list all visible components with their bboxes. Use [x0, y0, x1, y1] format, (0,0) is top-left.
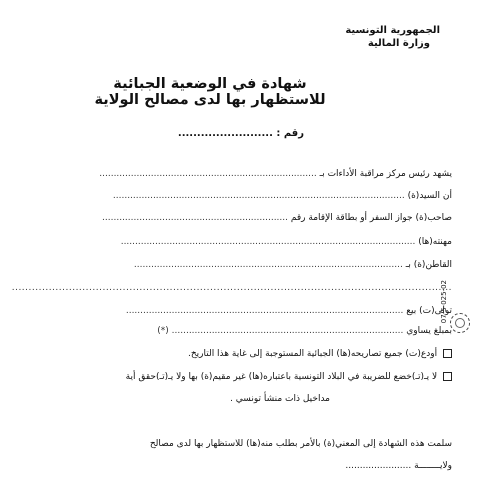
stamp-icon: [450, 313, 470, 333]
certificate-number: رقم : .........................: [177, 128, 304, 139]
field-blank[interactable]: ..............................................................................................: [133, 260, 403, 270]
field-label: يشهد رئيس مركز مراقبة الأداءات بـ: [319, 169, 452, 179]
field-label: أن السيد(ة): [407, 191, 452, 201]
field-blank[interactable]: ......................................................................................................: [112, 191, 405, 201]
non-resident-option[interactable]: [126, 371, 452, 383]
field-blank[interactable]: ...................................................................................................................................: [11, 283, 452, 293]
field-amount: [157, 325, 452, 337]
form-code: 07-5-025-02: [440, 280, 448, 324]
field-blank[interactable]: .................................................................................................: [125, 306, 404, 316]
field-blank[interactable]: .................................................................: [102, 213, 289, 223]
checkbox[interactable]: [443, 349, 452, 358]
closing-statement: سلمت هذه الشهادة إلى المعني(ة) بالأمر بطلب منه(ها) للاستظهار بها لدى مصالح: [149, 439, 452, 449]
declarations-filed-option[interactable]: [188, 348, 452, 360]
field-label: القاطن(ة) بـ: [405, 260, 452, 270]
field-address-continued: [12, 282, 452, 294]
ministry-name: وزارة المالية: [367, 38, 430, 49]
field-name: [113, 190, 452, 202]
field-label: مهنته(ها): [418, 237, 452, 247]
field-label: تولى(ت) بيع: [406, 306, 452, 316]
field-id-number: [102, 212, 452, 224]
republic-name: الجمهورية التونسية: [345, 25, 440, 36]
field-label: صاحب(ة) جواز السفر أو بطاقة الإقامة رقم: [290, 213, 452, 223]
field-blank[interactable]: ............................................................................: [99, 169, 317, 179]
field-blank[interactable]: .......................................................................................................: [120, 237, 416, 247]
field-profession: [121, 236, 452, 248]
option-text: لا يـ(تـ)خضع للضريبة في البلاد التونسية باعتباره(ها) غير مقيم(ة) بها ولا يـ(تـ)حقق أية: [125, 372, 438, 382]
field-tax-center: [99, 168, 452, 180]
field-blank[interactable]: ................................................................................. (*): [157, 326, 404, 336]
field-sold-item: [126, 305, 452, 317]
option-text: أودع(ت) جميع تصاريحه(ها) الجبائية المستوجبة إلى غاية هذا التاريخ.: [187, 349, 438, 359]
document-title: [0, 76, 420, 108]
title-line-2: للاستظهار بها لدى مصالح الولاية: [94, 92, 326, 108]
closing-governorate: ولايــــــــة .......................: [345, 461, 452, 471]
field-label: بمبلغ يساوي: [406, 326, 452, 336]
title-line-1: شهادة في الوضعية الجبائية: [113, 76, 307, 92]
checkbox[interactable]: [443, 372, 452, 381]
field-address: [134, 259, 452, 271]
non-resident-option-continued: مداخيل ذات منشأ تونسي .: [230, 394, 330, 404]
issuer-header: [345, 24, 440, 50]
